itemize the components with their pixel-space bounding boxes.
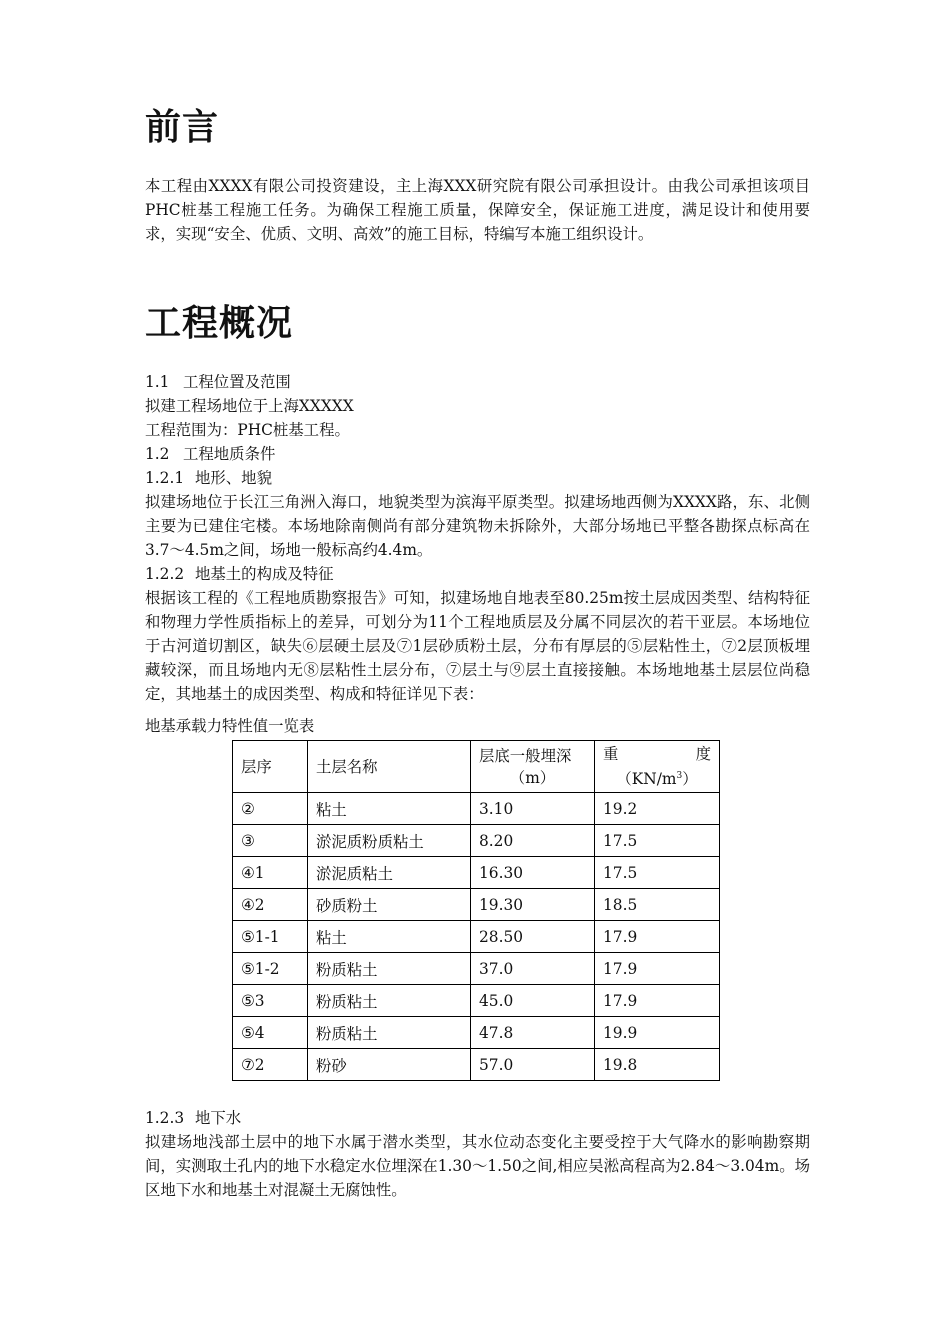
- cell-seq: ⑤1-2: [233, 953, 308, 985]
- section-number: 1.2: [145, 445, 170, 463]
- cell-depth: 16.30: [471, 857, 595, 889]
- groundwater-paragraph: 拟建场地浅部土层中的地下水属于潜水类型，其水位动态变化主要受控于大气降水的影响勘察期间，实测取土孔内的地下水稳定水位埋深在1.30～1.50之间,相应吴淞高程高为2.84～3.04m。场区地下水和地基土对混凝土无腐蚀性。: [145, 1133, 810, 1199]
- cell-weight: 17.9: [595, 953, 720, 985]
- section-number: 1.2.1: [145, 469, 185, 487]
- section-title: 地基土的构成及特征: [195, 565, 334, 583]
- cell-seq: ⑦2: [233, 1049, 308, 1081]
- preface-title: 前言: [145, 107, 220, 148]
- cell-name: 砂质粉土: [308, 889, 471, 921]
- header-weight-label: [603, 743, 711, 765]
- unit-close: ）: [682, 770, 698, 789]
- cell-depth: 19.30: [471, 889, 595, 921]
- header-name: 土层名称: [308, 741, 471, 793]
- header-weight-a: 重: [603, 744, 619, 763]
- table-header-row: [233, 741, 720, 793]
- cell-seq: ③: [233, 825, 308, 857]
- preface-body: 本工程由XXXX有限公司投资建设，主上海XXX研究院有限公司承担设计。由我公司承担该项目PHC桩基工程施工任务。为确保工程施工质量，保障安全，保证施工进度，满足设计和使用要求，实现“安全、优质、文明、高效”的施工目标，特编写本施工组织设计。: [145, 177, 810, 243]
- soil-table: [232, 740, 720, 1081]
- cell-seq: ⑤1-1: [233, 921, 308, 953]
- cell-name: 粘土: [308, 921, 471, 953]
- cell-name: 粉质粘土: [308, 1017, 471, 1049]
- cell-seq: ②: [233, 793, 308, 825]
- cell-seq: ④1: [233, 857, 308, 889]
- table-row: [233, 1017, 720, 1049]
- cell-depth: 37.0: [471, 953, 595, 985]
- cell-depth: 28.50: [471, 921, 595, 953]
- cell-name: 粉质粘土: [308, 985, 471, 1017]
- cell-name: 粘土: [308, 793, 471, 825]
- cell-weight: 19.2: [595, 793, 720, 825]
- header-weight-unit: [603, 765, 711, 790]
- header-weight-b: 度: [695, 744, 711, 763]
- header-depth-label: 层底一般埋深: [479, 746, 572, 765]
- scope-text: 工程范围为：PHC桩基工程。: [145, 421, 350, 439]
- table-row: [233, 953, 720, 985]
- cell-seq: ⑤3: [233, 985, 308, 1017]
- cell-name: 粉质粘土: [308, 953, 471, 985]
- cell-name: 淤泥质粉质粘土: [308, 825, 471, 857]
- header-depth-unit: （m）: [509, 768, 556, 787]
- section-1-2-3-heading: [145, 1106, 241, 1130]
- table-row: [233, 889, 720, 921]
- cell-weight: 17.9: [595, 921, 720, 953]
- cell-weight: 17.5: [595, 857, 720, 889]
- cell-weight: 18.5: [595, 889, 720, 921]
- table-row: [233, 857, 720, 889]
- cell-depth: 47.8: [471, 1017, 595, 1049]
- cell-depth: 45.0: [471, 985, 595, 1017]
- header-seq: 层序: [233, 741, 308, 793]
- cell-weight: 17.9: [595, 985, 720, 1017]
- terrain-paragraph: 拟建场地位于长江三角洲入海口，地貌类型为滨海平原类型。拟建场地西侧为XXXX路，东、北侧主要为已建住宅楼。本场地除南侧尚有部分建筑物未拆除外，大部分场地已平整各勘探点标高在3.7～4.5m之间，场地一般标高约4.4m。: [145, 493, 810, 559]
- header-depth: [471, 741, 595, 793]
- section-1-2-1-heading: [145, 466, 272, 490]
- cell-weight: 19.8: [595, 1049, 720, 1081]
- unit-text: （KN/m: [616, 770, 677, 789]
- location-text: 拟建工程场地位于上海XXXXX: [145, 397, 354, 415]
- table-caption: 地基承载力特性值一览表: [145, 717, 315, 735]
- cell-depth: 8.20: [471, 825, 595, 857]
- section-title: 工程位置及范围: [183, 373, 291, 391]
- soil-paragraph: 根据该工程的《工程地质勘察报告》可知，拟建场地自地表至80.25m按土层成因类型、结构特征和物理力学性质指标上的差异，可划分为11个工程地质层及分属不同层次的若干亚层。本场地位于古河道切割区，缺失⑥层硬土层及⑦1层砂质粉土层，分布有厚层的⑤层粘性土，⑦2层顶板埋藏较深，而且场地内无⑧层粘性土层分布，⑦层土与⑨层土直接接触。本场地地基土层层位尚稳定，其地基土的成因类型、构成和特征详见下表：: [145, 589, 810, 703]
- cell-seq: ⑤4: [233, 1017, 308, 1049]
- section-number: 1.2.2: [145, 565, 185, 583]
- cell-weight: 17.5: [595, 825, 720, 857]
- section-1-2-2-heading: [145, 562, 334, 586]
- section-title: 工程地质条件: [183, 445, 276, 463]
- table-row: [233, 1049, 720, 1081]
- table-row: [233, 921, 720, 953]
- section-1-1-heading: [145, 370, 291, 394]
- section-number: 1.2.3: [145, 1109, 185, 1127]
- section-title: 地形、地貌: [195, 469, 272, 487]
- cell-seq: ④2: [233, 889, 308, 921]
- cell-depth: 3.10: [471, 793, 595, 825]
- cell-name: 淤泥质粘土: [308, 857, 471, 889]
- table-row: [233, 793, 720, 825]
- unit-superscript: 3: [676, 770, 683, 781]
- header-weight: [595, 741, 720, 793]
- section-number: 1.1: [145, 373, 170, 391]
- cell-weight: 19.9: [595, 1017, 720, 1049]
- section-title: 地下水: [195, 1109, 242, 1127]
- overview-title: 工程概况: [145, 303, 294, 344]
- section-1-2-heading: [145, 442, 275, 466]
- table-row: [233, 985, 720, 1017]
- table-row: [233, 825, 720, 857]
- cell-name: 粉砂: [308, 1049, 471, 1081]
- cell-depth: 57.0: [471, 1049, 595, 1081]
